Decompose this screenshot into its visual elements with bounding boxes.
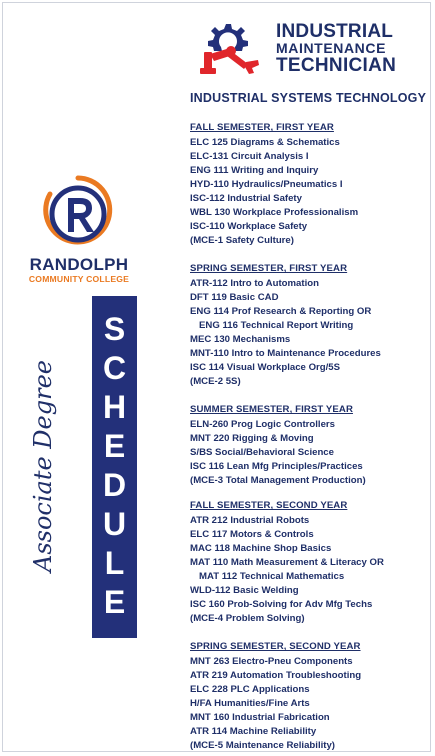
gear-robot-arm-logo [190,18,268,78]
course-line: MAT 110 Math Measurement & Literacy OR [190,557,384,568]
program-title [276,22,426,75]
semester-heading: FALL SEMESTER, FIRST YEAR [190,122,334,133]
course-line: ATR-112 Intro to Automation [190,278,319,289]
course-line: ELN-260 Prog Logic Controllers [190,419,335,430]
course-line: S/BS Social/Behavioral Science [190,447,334,458]
course-line: ATR 219 Automation Troubleshooting [190,670,362,681]
course-line: ISC 116 Lean Mfg Principles/Practices [190,461,363,472]
semester-heading: SUMMER SEMESTER, FIRST YEAR [190,404,353,415]
course-line: ELC-131 Circuit Analysis I [190,151,309,162]
program-title-line1: INDUSTRIAL [276,21,394,42]
course-line: MEC 130 Mechanisms [190,334,291,345]
schedule-letter: E [103,584,126,620]
semester-heading: FALL SEMESTER, SECOND YEAR [190,500,348,511]
course-line: (MCE-4 Problem Solving) [190,613,305,624]
course-line: MNT 220 Rigging & Moving [190,433,314,444]
course-line: ENG 116 Technical Report Writing [199,320,354,331]
course-line: ISC-110 Workplace Safety [190,221,308,232]
program-title-line3: TECHNICIAN [276,55,397,76]
course-line: ISC 114 Visual Workplace Org/5S [190,362,341,373]
course-line: WLD-112 Basic Welding [190,585,299,596]
randolph-r-logo [42,174,114,254]
course-line: DFT 119 Basic CAD [190,292,279,303]
schedule-letters [92,310,137,622]
program-title-line2: MAINTENANCE [276,40,387,56]
semester-block [190,640,430,753]
course-line: MAC 118 Machine Shop Basics [190,543,332,554]
course-line: MAT 112 Technical Mathematics [199,571,345,582]
college-name-sub: COMMUNITY COLLEGE [28,274,130,284]
course-line: ELC 117 Motors & Controls [190,529,314,540]
course-line: WBL 130 Workplace Professionalism [190,207,359,218]
semester-heading: SPRING SEMESTER, FIRST YEAR [190,263,348,274]
course-line: ENG 111 Writing and Inquiry [190,165,319,176]
schedule-letter: C [102,350,127,386]
semester-heading: SPRING SEMESTER, SECOND YEAR [190,641,361,652]
course-line: (MCE-2 5S) [190,376,241,387]
course-line: ATR 212 Industrial Robots [190,515,310,526]
course-line: ISC-112 Industrial Safety [190,193,302,204]
course-line: (MCE-5 Maintenance Reliability) [190,740,335,751]
course-line: MNT-110 Intro to Maintenance Procedures [190,348,381,359]
course-line: ENG 114 Prof Research & Reporting OR [190,306,372,317]
schedule-letter: E [103,428,126,464]
course-line: ELC 228 PLC Applications [190,684,310,695]
course-line: ATR 114 Machine Reliability [190,726,317,737]
course-line: (MCE-3 Total Management Production) [190,475,366,486]
course-line: H/FA Humanities/Fine Arts [190,698,310,709]
semester-block [190,262,430,389]
course-line: MNT 263 Electro-Pneu Components [190,656,353,667]
schedule-letter: L [104,545,125,581]
course-line: MNT 160 Industrial Fabrication [190,712,330,723]
course-line: HYD-110 Hydraulics/Pneumatics I [190,179,343,190]
program-subtitle: INDUSTRIAL SYSTEMS TECHNOLOGY [190,91,427,105]
schedule-letter: U [102,506,127,542]
associate-degree-script: Associate Degree [29,360,57,573]
course-line: ELC 125 Diagrams & Schematics [190,137,340,148]
schedule-letter: D [102,467,127,503]
course-line: ISC 160 Prob-Solving for Adv Mfg Techs [190,599,373,610]
semester-block [190,403,430,488]
college-name [17,256,141,285]
schedule-letter: H [102,389,127,425]
semester-block [190,121,430,248]
semester-block [190,499,430,626]
college-name-main: RANDOLPH [29,255,129,274]
course-line: (MCE-1 Safety Culture) [190,235,294,246]
schedule-banner [92,296,137,638]
schedule-letter: S [103,311,126,347]
